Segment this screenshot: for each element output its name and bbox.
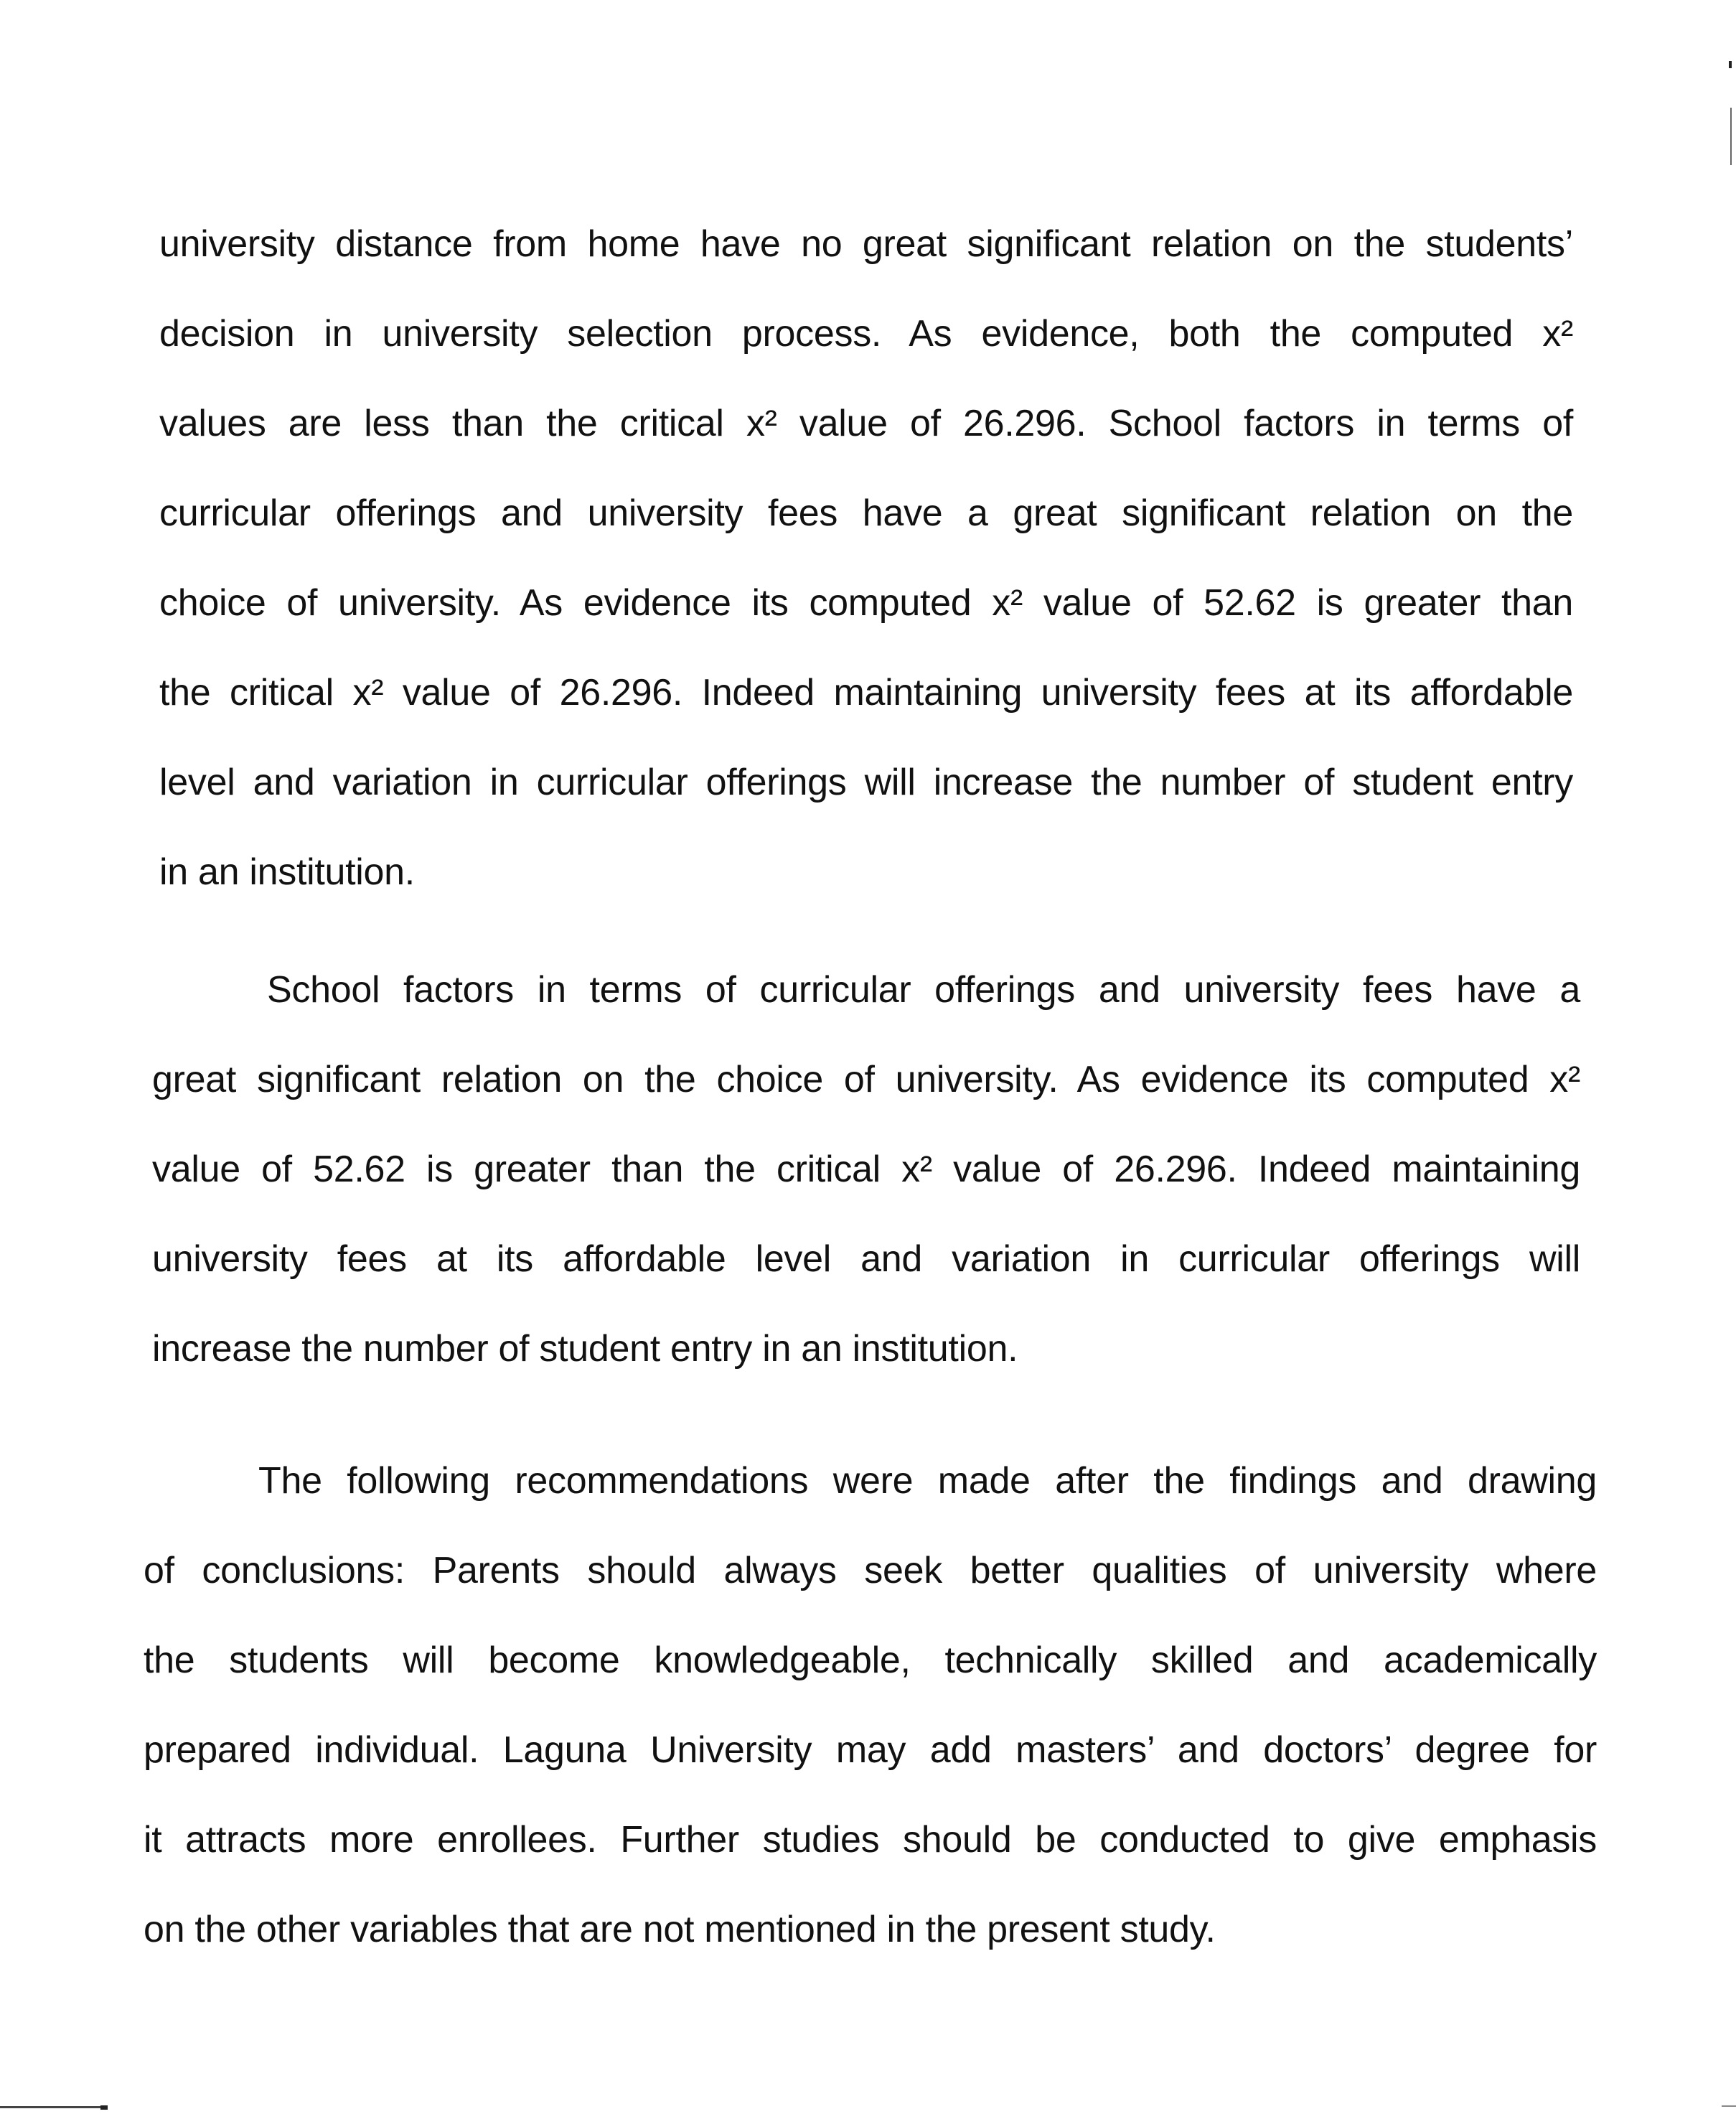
text-line: decision in university selection process. As evidence, both the computed x²	[159, 313, 1573, 355]
paragraph-recommendations	[144, 1436, 1597, 1975]
text-line: level and variation in curricular offerings will increase the number of student entry	[159, 762, 1573, 803]
scan-bottom-dot	[100, 2105, 108, 2110]
text-line: increase the number of student entry in an institution.	[152, 1328, 1018, 1370]
text-line: value of 52.62 is greater than the critical x² value of 26.296. Indeed maintaining	[152, 1149, 1580, 1190]
text-line: on the other variables that are not mentioned in the present study.	[144, 1909, 1216, 1950]
text-line: of conclusions: Parents should always seek better qualities of university where	[144, 1550, 1597, 1591]
text-line: The following recommendations were made after the findings and drawing	[258, 1460, 1597, 1502]
text-line: prepared individual. Laguna University may add masters’ and doctors’ degree for	[144, 1729, 1597, 1771]
text-line: the critical x² value of 26.296. Indeed maintaining university fees at its affordable	[159, 672, 1573, 714]
scan-edge-mark	[1729, 61, 1732, 68]
text-line: choice of university. As evidence its computed x² value of 52.62 is greater than	[159, 582, 1573, 624]
text-line: the students will become knowledgeable, technically skilled and academically	[144, 1640, 1597, 1681]
scan-edge-line	[1730, 108, 1732, 165]
text-line: great significant relation on the choice of university. As evidence its computed x²	[152, 1059, 1580, 1100]
text-line: values are less than the critical x² value of 26.296. School factors in terms of	[159, 403, 1573, 444]
paragraph-school-factors	[152, 945, 1580, 1394]
text-line: curricular offerings and university fees have a great significant relation on the	[159, 492, 1573, 534]
text-line: university fees at its affordable level and variation in curricular offerings will	[152, 1238, 1580, 1280]
text-line: university distance from home have no great significant relation on the students’	[159, 223, 1573, 265]
text-line: in an institution.	[159, 851, 415, 893]
scan-bottom-mark-right	[1722, 2105, 1736, 2107]
paragraph-findings	[159, 200, 1573, 917]
scan-bottom-mark	[0, 2106, 108, 2108]
text-line: it attracts more enrollees. Further studies should be conducted to give emphasis	[144, 1819, 1597, 1861]
text-line: School factors in terms of curricular offerings and university fees have a	[267, 969, 1580, 1011]
